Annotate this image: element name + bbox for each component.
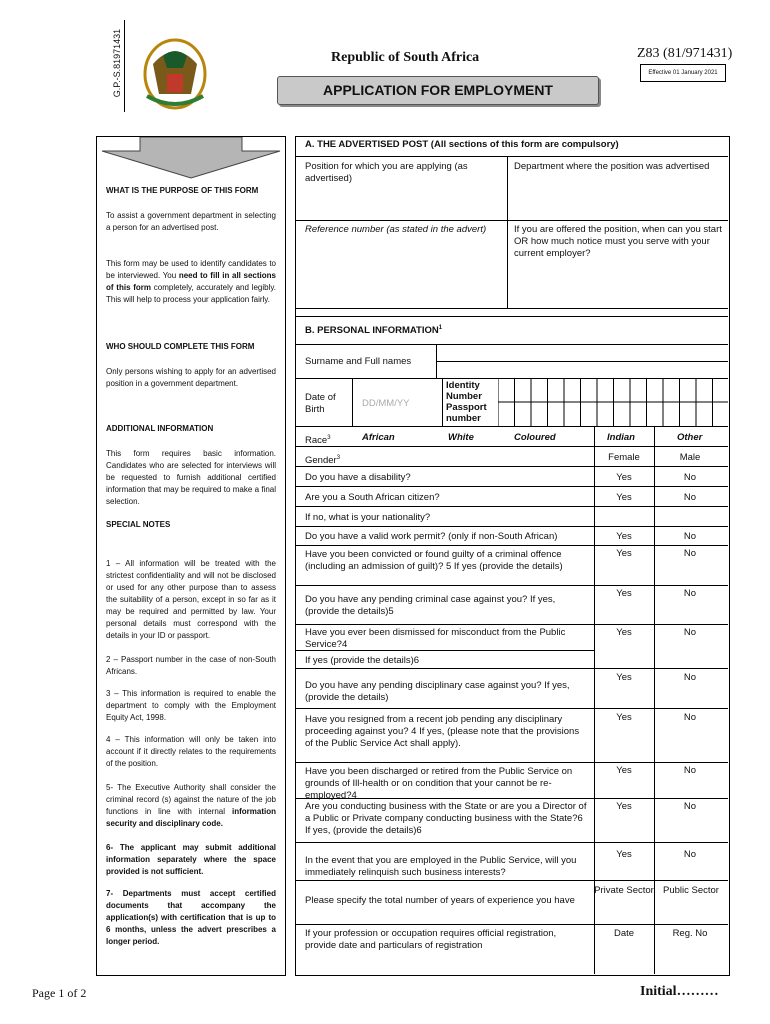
q-dismissed: Have you ever been dismissed for misconduct from the Public Service?4 <box>305 627 566 650</box>
criminal-no[interactable]: No <box>683 548 697 559</box>
business-no[interactable]: No <box>683 801 697 812</box>
q-relinquish: In the event that you are employed in the Public Service, will you immediately relinquish such business interests? <box>305 855 577 878</box>
coat-of-arms <box>133 34 217 112</box>
form-code: Z83 (81/971431) <box>637 46 733 61</box>
gender-male[interactable]: Male <box>679 452 701 463</box>
disciplinary-yes[interactable]: Yes <box>616 672 632 683</box>
section-b-heading: B. PERSONAL INFORMATION$^1$ <box>305 325 443 337</box>
gps-code: G.P.-S.81971431 <box>110 20 125 112</box>
purpose-heading: WHAT IS THE PURPOSE OF THIS FORM <box>106 186 259 195</box>
who-heading: WHO SHOULD COMPLETE THIS FORM <box>106 342 255 351</box>
page-title: APPLICATION FOR EMPLOYMENT <box>277 76 599 105</box>
q-pending-criminal: Do you have any pending criminal case against you? If yes, (provide the details)5 <box>305 594 556 617</box>
dob-input[interactable]: DD/MM/YY <box>362 398 410 409</box>
reference-field[interactable]: Reference number (as stated in the advert) <box>305 224 487 235</box>
notes-heading: SPECIAL NOTES <box>106 520 171 529</box>
business-yes[interactable]: Yes <box>616 801 632 812</box>
discharged-no[interactable]: No <box>683 765 697 776</box>
note-5: 5- The Executive Authority shall consider the criminal record (s) against the nature of the job functions in line with internal information security and disciplinary code. <box>106 783 276 828</box>
pending-criminal-yes[interactable]: Yes <box>616 588 632 599</box>
resigned-yes[interactable]: Yes <box>616 712 632 723</box>
department-field[interactable]: Department where the position was advertised <box>514 161 710 172</box>
race-african[interactable]: African <box>362 432 395 443</box>
registration-date[interactable]: Date <box>613 928 635 939</box>
relinquish-no[interactable]: No <box>683 849 697 860</box>
initial-field[interactable]: Initial……… <box>640 984 719 999</box>
note-4: 4 – This information will only be taken into account if it directly relates to the requirements of the position. <box>106 735 276 768</box>
country-name: Republic of South Africa <box>331 50 480 65</box>
position-field[interactable]: Position for which you are applying (as advertised) <box>305 161 468 184</box>
q-disciplinary: Do you have any pending disciplinary case against you? If yes, (provide the details) <box>305 680 570 703</box>
page-number: Page 1 of 2 <box>32 986 87 1000</box>
q-registration: If your profession or occupation requires official registration, provide date and particulars of registration <box>305 928 557 951</box>
registration-number[interactable]: Reg. No <box>672 928 708 939</box>
disciplinary-no[interactable]: No <box>683 672 697 683</box>
q-discharged: Have you been discharged or retired from the Public Service on grounds of Ill-health or on condition that your cannot be re-employed?4 <box>305 766 573 801</box>
criminal-yes[interactable]: Yes <box>616 548 632 559</box>
purpose-text-2: This form may be used to identify candidates to be interviewed. You need to fill in all sections of this form completely, accurately and legibly. This will help to process your application fairly. <box>106 259 277 304</box>
q-experience: Please specify the total number of years of experience you have <box>305 895 575 906</box>
arrow-down-icon <box>100 137 282 179</box>
note-2: 2 – Passport number in the case of non-South Africans. <box>106 655 276 676</box>
gender-female[interactable]: Female <box>608 452 640 463</box>
surname-label: Surname and Full names <box>305 356 412 367</box>
disability-yes[interactable]: Yes <box>616 472 632 483</box>
gender-label: Gender$^3$ <box>305 455 341 467</box>
dismissed-no[interactable]: No <box>683 627 697 638</box>
race-white[interactable]: White <box>448 432 474 443</box>
additional-heading: ADDITIONAL INFORMATION <box>106 424 214 433</box>
citizen-no[interactable]: No <box>683 492 697 503</box>
pending-criminal-no[interactable]: No <box>683 588 697 599</box>
race-label: Race$^3$ <box>305 435 331 447</box>
race-indian[interactable]: Indian <box>607 432 635 443</box>
note-3: 3 – This information is required to enable the department to comply with the Employment Equity Act, 1998. <box>106 689 276 722</box>
disability-no[interactable]: No <box>683 472 697 483</box>
q-criminal: Have you been convicted or found guilty of a criminal offence (including an admission of guilt)? 5 If yes (provide the details) <box>305 549 563 572</box>
permit-no[interactable]: No <box>683 531 697 542</box>
dob-label: Date of Birth <box>305 392 336 415</box>
dismissed-details[interactable]: If yes (provide the details)6 <box>305 655 420 666</box>
note-7: 7- Departments must accept certified documents that accompany the application(s) with certification that is up to 6 months, unless the advert prescribes a longer period. <box>106 889 276 946</box>
race-other[interactable]: Other <box>677 432 703 443</box>
q-nationality[interactable]: If no, what is your nationality? <box>305 512 431 523</box>
q-disability: Do you have a disability? <box>305 472 411 483</box>
permit-yes[interactable]: Yes <box>616 531 632 542</box>
purpose-text: To assist a government department in selecting a person for an advertised post. <box>106 211 276 232</box>
dismissed-yes[interactable]: Yes <box>616 627 632 638</box>
race-coloured[interactable]: Coloured <box>514 432 556 443</box>
experience-private[interactable]: Private Sector <box>594 885 654 896</box>
note-1: 1 – All information will be treated with the strictest confidentiality and will not be disclosed or used for any other purpose than to assess the suitability of a person, except in so far as it may be required and permitted by law. Your personal details must correspond with the details in your ID or passport. <box>106 559 276 640</box>
id-number-grid[interactable] <box>498 378 728 426</box>
section-a-heading: A. THE ADVERTISED POST (All sections of this form are compulsory) <box>305 139 619 150</box>
q-business: Are you conducting business with the State or are you a Director of a Public or Private company conducting business with the State?6 If yes, (provide the details)6 <box>305 801 587 836</box>
id-label: Identity Number Passport number <box>446 380 487 424</box>
q-permit: Do you have a valid work permit? (only if non-South African) <box>305 531 558 542</box>
q-citizen: Are you a South African citizen? <box>305 492 440 503</box>
additional-text: This form requires basic information. Candidates who are selected for interviews will be requested to furnish additional certified information that may be required to make a final selection. <box>106 449 276 506</box>
relinquish-yes[interactable]: Yes <box>616 849 632 860</box>
experience-public[interactable]: Public Sector <box>663 885 719 896</box>
resigned-no[interactable]: No <box>683 712 697 723</box>
q-resigned: Have you resigned from a recent job pending any disciplinary proceeding against you? 4 If yes, (please note that the provisions of the Public Service Act shall apply). <box>305 714 580 749</box>
notice-field[interactable]: If you are offered the position, when can you start OR how much notice must you serve with your current employer? <box>514 224 722 259</box>
citizen-yes[interactable]: Yes <box>616 492 632 503</box>
note-6: 6- The applicant may submit additional information separately where the space provided is not sufficient. <box>106 843 276 876</box>
discharged-yes[interactable]: Yes <box>616 765 632 776</box>
who-text: Only persons wishing to apply for an advertised position in a government department. <box>106 367 276 388</box>
effective-date: Effective 01 January 2021 <box>640 64 726 82</box>
